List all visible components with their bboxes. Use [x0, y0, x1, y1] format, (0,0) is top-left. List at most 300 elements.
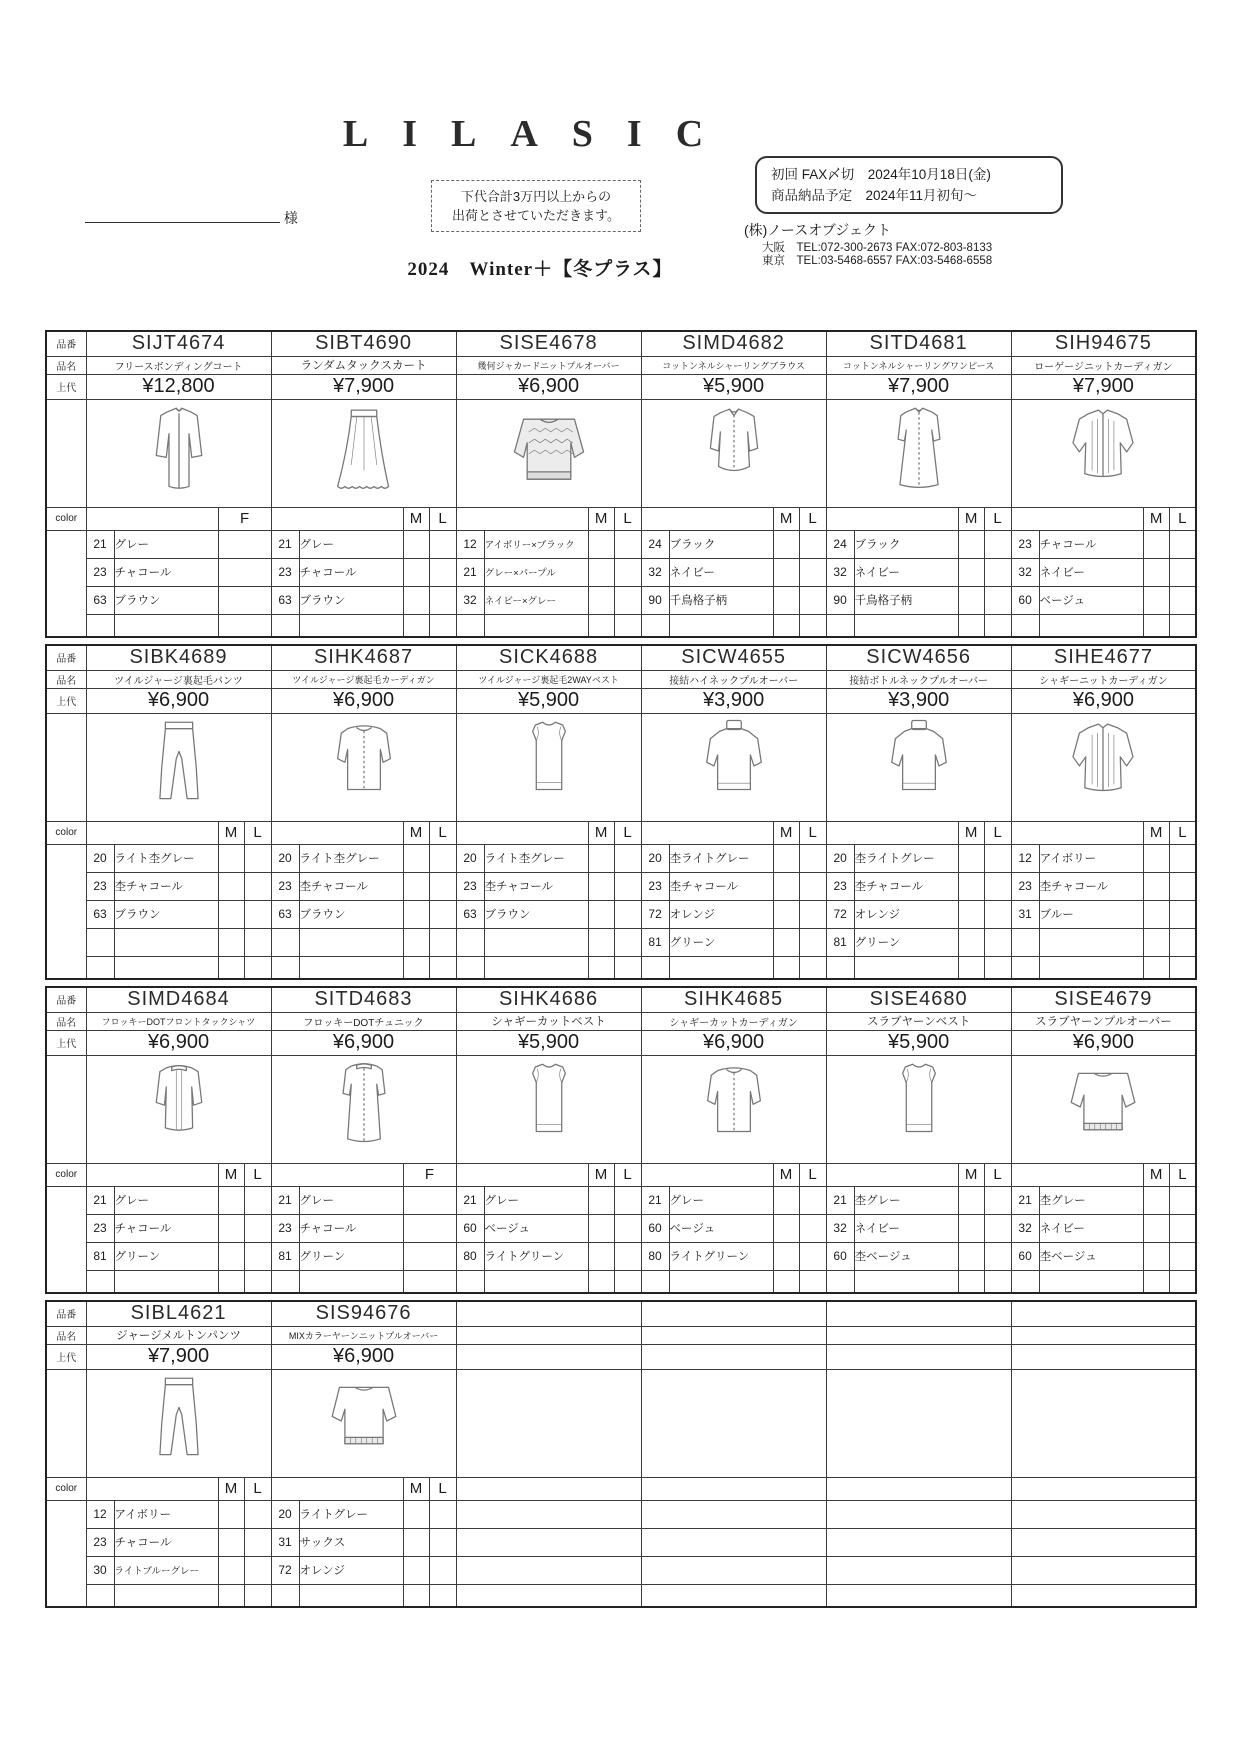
color-code: 31 — [1011, 900, 1039, 928]
shaggy-knit-cardigan-icon — [1028, 715, 1178, 815]
qty-cell[interactable] — [429, 1500, 456, 1528]
qty-cell[interactable] — [403, 872, 429, 900]
color-name: チャコール — [114, 1528, 218, 1556]
color-name — [669, 956, 773, 979]
qty-cell[interactable] — [403, 956, 429, 979]
qty-cell[interactable] — [1143, 872, 1169, 900]
qty-cell[interactable] — [588, 1270, 614, 1293]
color-name: ネイビー — [854, 1214, 958, 1242]
qty-cell[interactable] — [218, 928, 244, 956]
size-header-spacer — [86, 507, 218, 530]
color-code: 24 — [826, 530, 854, 558]
size-header-spacer — [826, 1163, 958, 1186]
color-code: 32 — [456, 586, 484, 614]
qty-cell[interactable] — [429, 928, 456, 956]
color-code: 21 — [456, 1186, 484, 1214]
qty-cell[interactable] — [958, 956, 984, 979]
qty-cell[interactable] — [1169, 928, 1196, 956]
qty-cell[interactable] — [403, 1584, 429, 1607]
qty-cell[interactable] — [403, 928, 429, 956]
product-price-cell: ¥5,900 — [456, 688, 641, 713]
empty-product-cell — [641, 1344, 826, 1369]
qty-cell[interactable] — [1143, 928, 1169, 956]
mix-yarn-pullover-icon — [289, 1371, 439, 1471]
color-name: 杢ベージュ — [854, 1242, 958, 1270]
qty-cell[interactable] — [799, 872, 826, 900]
garment-illustration — [1011, 1055, 1196, 1163]
qty-cell[interactable] — [958, 1242, 984, 1270]
color-name: アイボリー×ブラック — [484, 530, 588, 558]
qty-cell[interactable] — [799, 900, 826, 928]
size-header-spacer — [271, 507, 403, 530]
size-label: M — [958, 821, 984, 844]
qty-cell[interactable] — [1169, 586, 1196, 614]
qty-cell[interactable] — [773, 614, 799, 637]
color-name — [484, 1270, 588, 1293]
qty-cell[interactable] — [244, 1242, 271, 1270]
color-code — [456, 614, 484, 637]
color-code: 21 — [86, 1186, 114, 1214]
qty-cell[interactable] — [614, 1242, 641, 1270]
color-name — [854, 614, 958, 637]
qty-cell[interactable] — [218, 1584, 244, 1607]
color-code: 20 — [456, 844, 484, 872]
qty-cell[interactable] — [244, 928, 271, 956]
qty-cell[interactable] — [588, 1242, 614, 1270]
color-name: アイボリー — [1039, 844, 1143, 872]
qty-cell[interactable] — [588, 558, 614, 586]
qty-cell[interactable] — [614, 1186, 641, 1214]
qty-cell[interactable] — [773, 1214, 799, 1242]
qty-cell[interactable] — [1169, 1214, 1196, 1242]
qty-cell[interactable] — [244, 1528, 271, 1556]
qty-cell[interactable] — [773, 1186, 799, 1214]
qty-cell[interactable] — [773, 530, 799, 558]
qty-cell[interactable] — [218, 1186, 244, 1214]
qty-cell[interactable] — [1143, 900, 1169, 928]
color-name: ネイビー — [854, 558, 958, 586]
qty-cell[interactable] — [429, 530, 456, 558]
qty-cell[interactable] — [218, 872, 244, 900]
qty-cell[interactable] — [403, 558, 429, 586]
qty-cell[interactable] — [403, 1556, 429, 1584]
qty-cell[interactable] — [1169, 1270, 1196, 1293]
qty-cell[interactable] — [429, 1556, 456, 1584]
qty-cell[interactable] — [614, 558, 641, 586]
color-code: 23 — [86, 1528, 114, 1556]
size-label: M — [773, 507, 799, 530]
color-name — [299, 614, 403, 637]
customer-name-row — [85, 206, 325, 228]
qty-cell[interactable] — [218, 1270, 244, 1293]
color-code — [826, 614, 854, 637]
row-label-price: 上代 — [46, 1030, 86, 1055]
qty-cell[interactable] — [1169, 900, 1196, 928]
color-code — [86, 614, 114, 637]
garment-illustration — [86, 399, 271, 507]
qty-cell[interactable] — [1169, 558, 1196, 586]
color-name: グリーン — [854, 928, 958, 956]
qty-cell[interactable] — [218, 558, 271, 586]
qty-cell[interactable] — [429, 586, 456, 614]
qty-cell[interactable] — [244, 900, 271, 928]
qty-cell[interactable] — [614, 900, 641, 928]
qty-cell[interactable] — [218, 586, 271, 614]
qty-cell[interactable] — [429, 1584, 456, 1607]
qty-cell[interactable] — [588, 900, 614, 928]
color-name: ブラウン — [484, 900, 588, 928]
qty-cell[interactable] — [588, 1186, 614, 1214]
qty-cell[interactable] — [614, 1214, 641, 1242]
qty-cell[interactable] — [958, 1270, 984, 1293]
empty-product-cell — [641, 1477, 826, 1500]
qty-cell[interactable] — [958, 586, 984, 614]
empty-product-cell — [641, 1584, 826, 1607]
qty-cell[interactable] — [799, 1270, 826, 1293]
qty-cell[interactable] — [958, 1186, 984, 1214]
customer-name-field[interactable] — [85, 206, 280, 223]
color-name: ベージュ — [669, 1214, 773, 1242]
qty-cell[interactable] — [1169, 844, 1196, 872]
qty-cell[interactable] — [244, 1214, 271, 1242]
qty-cell[interactable] — [799, 956, 826, 979]
coat-icon — [104, 401, 254, 501]
qty-cell[interactable] — [588, 956, 614, 979]
qty-cell[interactable] — [1143, 956, 1169, 979]
qty-cell[interactable] — [218, 956, 244, 979]
qty-cell[interactable] — [958, 1214, 984, 1242]
empty-product-cell — [826, 1584, 1011, 1607]
qty-cell[interactable] — [588, 1214, 614, 1242]
qty-cell[interactable] — [984, 928, 1011, 956]
qty-cell[interactable] — [614, 928, 641, 956]
qty-cell[interactable] — [614, 1270, 641, 1293]
qty-cell[interactable] — [403, 530, 429, 558]
size-label: L — [244, 821, 271, 844]
qty-cell[interactable] — [1169, 872, 1196, 900]
qty-cell[interactable] — [429, 872, 456, 900]
garment-illustration — [271, 399, 456, 507]
qty-cell[interactable] — [799, 614, 826, 637]
color-code: 23 — [456, 872, 484, 900]
qty-cell[interactable] — [984, 614, 1011, 637]
qty-cell[interactable] — [958, 530, 984, 558]
empty-product-cell — [1011, 1528, 1196, 1556]
qty-cell[interactable] — [984, 558, 1011, 586]
qty-cell[interactable] — [1169, 530, 1196, 558]
qty-cell[interactable] — [1143, 1214, 1169, 1242]
empty-product-cell — [1011, 1556, 1196, 1584]
color-code: 63 — [456, 900, 484, 928]
size-label: M — [958, 1163, 984, 1186]
size-header-spacer — [1011, 507, 1143, 530]
color-code: 81 — [86, 1242, 114, 1270]
color-code: 20 — [86, 844, 114, 872]
qty-cell[interactable] — [403, 1242, 456, 1270]
qty-cell[interactable] — [218, 1528, 244, 1556]
qty-cell[interactable] — [244, 872, 271, 900]
knit-cardigan-icon — [1028, 401, 1178, 501]
color-name: ブルー — [1039, 900, 1143, 928]
qty-cell[interactable] — [588, 872, 614, 900]
row-label-price: 上代 — [46, 1344, 86, 1369]
empty-product-cell — [826, 1528, 1011, 1556]
qty-cell[interactable] — [958, 558, 984, 586]
qty-cell[interactable] — [588, 530, 614, 558]
garment-illustration — [641, 1055, 826, 1163]
qty-cell[interactable] — [218, 530, 271, 558]
garment-illustration — [86, 713, 271, 821]
size-label: M — [218, 1163, 244, 1186]
qty-cell[interactable] — [588, 614, 614, 637]
qty-cell[interactable] — [614, 614, 641, 637]
qty-cell[interactable] — [244, 1584, 271, 1607]
product-name-cell: 接結ボトルネックプルオーバー — [826, 670, 1011, 688]
qty-cell[interactable] — [1143, 1186, 1169, 1214]
color-name: グレー — [484, 1186, 588, 1214]
qty-cell[interactable] — [614, 586, 641, 614]
color-code: 20 — [271, 844, 299, 872]
qty-cell[interactable] — [773, 844, 799, 872]
qty-cell[interactable] — [403, 1528, 429, 1556]
color-code: 23 — [86, 1214, 114, 1242]
color-name: ベージュ — [1039, 586, 1143, 614]
qty-cell[interactable] — [984, 900, 1011, 928]
color-name — [484, 928, 588, 956]
qty-cell[interactable] — [958, 844, 984, 872]
cardigan-icon — [289, 715, 439, 815]
qty-cell[interactable] — [244, 1270, 271, 1293]
qty-cell[interactable] — [773, 1270, 799, 1293]
color-code: 63 — [271, 900, 299, 928]
size-header-spacer — [86, 1163, 218, 1186]
color-code: 21 — [826, 1186, 854, 1214]
qty-cell[interactable] — [799, 586, 826, 614]
empty-product-cell — [641, 1500, 826, 1528]
color-name: ブラウン — [114, 900, 218, 928]
size-label: L — [799, 821, 826, 844]
qty-cell[interactable] — [403, 614, 429, 637]
qty-cell[interactable] — [244, 1556, 271, 1584]
qty-cell[interactable] — [958, 928, 984, 956]
color-code — [826, 956, 854, 979]
size-label: L — [429, 821, 456, 844]
garment-illustration — [641, 399, 826, 507]
color-code — [86, 928, 114, 956]
empty-product-cell — [826, 1369, 1011, 1477]
empty-product-cell — [1011, 1477, 1196, 1500]
qty-cell[interactable] — [773, 558, 799, 586]
qty-cell[interactable] — [799, 530, 826, 558]
qty-cell[interactable] — [403, 900, 429, 928]
qty-cell[interactable] — [218, 1556, 244, 1584]
qty-cell[interactable] — [218, 1500, 244, 1528]
qty-cell[interactable] — [218, 1242, 244, 1270]
qty-cell[interactable] — [773, 872, 799, 900]
qty-cell[interactable] — [984, 1186, 1011, 1214]
qty-cell[interactable] — [244, 956, 271, 979]
color-code — [641, 1270, 669, 1293]
qty-cell[interactable] — [1143, 614, 1169, 637]
color-name — [1039, 956, 1143, 979]
qty-cell[interactable] — [614, 956, 641, 979]
qty-cell[interactable] — [429, 614, 456, 637]
qty-cell[interactable] — [799, 1186, 826, 1214]
color-code: 23 — [86, 558, 114, 586]
qty-cell[interactable] — [614, 530, 641, 558]
qty-cell[interactable] — [403, 1500, 429, 1528]
qty-cell[interactable] — [773, 900, 799, 928]
size-label: M — [218, 821, 244, 844]
qty-cell[interactable] — [1143, 530, 1169, 558]
qty-cell[interactable] — [799, 558, 826, 586]
product-price-cell: ¥6,900 — [271, 1030, 456, 1055]
qty-cell[interactable] — [984, 1270, 1011, 1293]
product-block-2 — [45, 644, 1197, 980]
qty-cell[interactable] — [773, 928, 799, 956]
color-code: 23 — [1011, 872, 1039, 900]
qty-cell[interactable] — [588, 586, 614, 614]
color-name — [299, 956, 403, 979]
empty-product-cell — [641, 1556, 826, 1584]
qty-cell[interactable] — [429, 956, 456, 979]
qty-cell[interactable] — [984, 844, 1011, 872]
qty-cell[interactable] — [244, 844, 271, 872]
qty-cell[interactable] — [403, 1186, 456, 1214]
garment-illustration — [271, 1055, 456, 1163]
empty-product-cell — [1011, 1344, 1196, 1369]
qty-cell[interactable] — [984, 872, 1011, 900]
size-label: L — [429, 507, 456, 530]
qty-cell[interactable] — [614, 844, 641, 872]
size-label: M — [773, 821, 799, 844]
color-code — [641, 956, 669, 979]
size-header-spacer — [456, 1163, 588, 1186]
qty-cell[interactable] — [244, 1186, 271, 1214]
qty-cell[interactable] — [799, 1242, 826, 1270]
garment-illustration — [1011, 713, 1196, 821]
qty-cell[interactable] — [1143, 1270, 1169, 1293]
size-label: L — [1169, 821, 1196, 844]
color-name — [299, 1584, 403, 1607]
qty-cell[interactable] — [1143, 586, 1169, 614]
color-code: 81 — [641, 928, 669, 956]
color-name — [854, 1270, 958, 1293]
size-header-spacer — [641, 821, 773, 844]
color-name: ネイビー×グレー — [484, 586, 588, 614]
row-label-color: color — [46, 1163, 86, 1186]
qty-cell[interactable] — [218, 1214, 244, 1242]
qty-cell[interactable] — [984, 956, 1011, 979]
qty-cell[interactable] — [403, 844, 429, 872]
color-code: 12 — [456, 530, 484, 558]
vest-icon — [474, 715, 624, 815]
product-name-cell: コットンネルシャーリングワンピース — [826, 356, 1011, 374]
fax-deadline-box — [755, 156, 1063, 214]
size-header-spacer — [641, 507, 773, 530]
empty-product-cell — [456, 1477, 641, 1500]
qty-cell[interactable] — [799, 844, 826, 872]
qty-cell[interactable] — [429, 844, 456, 872]
color-name: グリーン — [299, 1242, 403, 1270]
qty-cell[interactable] — [984, 586, 1011, 614]
qty-cell[interactable] — [403, 1214, 456, 1242]
empty-product-cell — [456, 1528, 641, 1556]
product-name-cell: 接結ハイネックプルオーバー — [641, 670, 826, 688]
qty-cell[interactable] — [1143, 844, 1169, 872]
product-price-cell: ¥6,900 — [271, 688, 456, 713]
qty-cell[interactable] — [984, 1214, 1011, 1242]
color-name: グレー — [114, 1186, 218, 1214]
color-code: 23 — [641, 872, 669, 900]
qty-cell[interactable] — [958, 872, 984, 900]
qty-cell[interactable] — [958, 900, 984, 928]
qty-cell[interactable] — [218, 900, 244, 928]
empty-product-cell — [456, 1344, 641, 1369]
product-code-cell: SICW4656 — [826, 645, 1011, 670]
qty-cell[interactable] — [773, 586, 799, 614]
qty-cell[interactable] — [244, 1500, 271, 1528]
qty-cell[interactable] — [1169, 956, 1196, 979]
garment-illustration — [456, 1055, 641, 1163]
empty-product-cell — [826, 1477, 1011, 1500]
qty-cell[interactable] — [958, 614, 984, 637]
qty-cell[interactable] — [614, 872, 641, 900]
size-label: L — [614, 507, 641, 530]
qty-cell[interactable] — [1143, 558, 1169, 586]
slab-vest-icon — [844, 1057, 994, 1157]
size-label: M — [1143, 507, 1169, 530]
qty-cell[interactable] — [773, 1242, 799, 1270]
qty-cell[interactable] — [588, 844, 614, 872]
qty-cell[interactable] — [218, 844, 244, 872]
product-name-cell: MIXカラーヤーンニットプルオーバー — [271, 1326, 456, 1344]
size-header-spacer — [826, 821, 958, 844]
qty-cell[interactable] — [588, 928, 614, 956]
color-name: チャコール — [299, 558, 403, 586]
qty-cell[interactable] — [1169, 1186, 1196, 1214]
qty-cell[interactable] — [1143, 1242, 1169, 1270]
qty-cell[interactable] — [799, 928, 826, 956]
size-label: L — [614, 1163, 641, 1186]
qty-cell[interactable] — [403, 1270, 456, 1293]
color-code: 81 — [826, 928, 854, 956]
qty-cell[interactable] — [429, 900, 456, 928]
row-label-spacer — [46, 1186, 86, 1293]
color-code: 60 — [641, 1214, 669, 1242]
color-code: 72 — [641, 900, 669, 928]
color-name: ネイビー — [1039, 558, 1143, 586]
product-code-cell: SITD4683 — [271, 987, 456, 1012]
size-label: M — [588, 507, 614, 530]
qty-cell[interactable] — [218, 614, 271, 637]
qty-cell[interactable] — [799, 1214, 826, 1242]
qty-cell[interactable] — [984, 530, 1011, 558]
qty-cell[interactable] — [429, 1528, 456, 1556]
color-name: グレー — [114, 530, 218, 558]
color-code — [1011, 928, 1039, 956]
qty-cell[interactable] — [1169, 614, 1196, 637]
size-label: M — [1143, 1163, 1169, 1186]
qty-cell[interactable] — [984, 1242, 1011, 1270]
qty-cell[interactable] — [1169, 1242, 1196, 1270]
qty-cell[interactable] — [773, 956, 799, 979]
color-name: ネイビー — [669, 558, 773, 586]
melton-pants-icon — [104, 1371, 254, 1471]
qty-cell[interactable] — [429, 558, 456, 586]
qty-cell[interactable] — [403, 586, 429, 614]
color-name: グリーン — [114, 1242, 218, 1270]
